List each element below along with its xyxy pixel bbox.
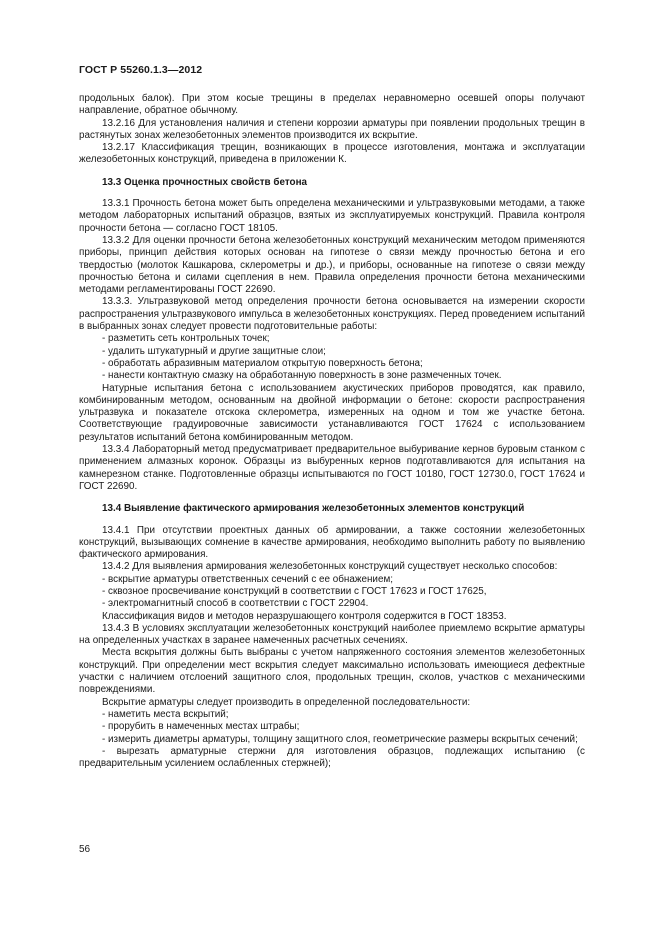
paragraph: - сквозное просвечивание конструкций в соответствии с ГОСТ 17623 и ГОСТ 17625, [102,585,487,597]
paragraph: - вскрытие арматуры ответственных сечений с ее обнажением; [102,573,393,585]
paragraph: - измерить диаметры арматуры, толщину защитного слоя, геометрические размеры вскрытых сечений; [102,733,578,745]
paragraph: 13.4.1 При отсутствии проектных данных об армировании, а также состоянии железобетонных конструкций, вызывающих сомнение в качестве армирования, необходимо выполнить работу по выявлению фактического армирования. [79,524,585,561]
paragraph: 13.2.17 Классификация трещин, возникающих в процессе изготовления, монтажа и эксплуатации железобетонных конструкций, приведена в приложении К. [79,142,585,166]
section-heading: 13.4 Выявление фактического армирования железобетонных элементов конструкций [102,503,525,515]
paragraph: - вырезать арматурные стержни для изготовления образцов, подлежащих испытанию (с предварительным усилением ослабленных стержней); [79,745,585,770]
paragraph: 13.2.16 Для установления наличия и степени коррозии арматуры при появлении продольных трещин в растянутых зонах железобетонных элементов производится их вскрытие. [79,117,585,141]
paragraph: - нанести контактную смазку на обработанную поверхность в зоне размеченных точек. [102,370,502,382]
paragraph: Классификация видов и методов неразрушающего контроля содержится в ГОСТ 18353. [102,610,507,622]
document-body [79,93,585,770]
paragraph: 13.3.3. Ультразвуковой метод определения прочности бетона основывается на измерении скорости распространения ультразвукового импульса в железобетонных конструкциях. Перед проведением испытаний в выбранных зонах следует провести подготовительные работы: [79,296,585,333]
paragraph: 13.4.2 Для выявления армирования железобетонных конструкций существует несколько способов: [102,561,558,573]
paragraph: 13.3.4 Лабораторный метод предусматривает предварительное выбуривание кернов буровым станком с применением алмазных коронок. Образцы из выбуренных кернов подготавливаются для испытания на камнерезном станке. Подготовленные образцы испытываются по ГОСТ 10180, ГОСТ 12730.0, ГОСТ 17624 и ГОСТ 22690. [79,444,585,492]
paragraph: - удалить штукатурный и другие защитные слои; [102,345,326,357]
paragraph: Натурные испытания бетона с использованием акустических приборов проводятся, как правило, комбинированным методом, основанным на двойной информации о бетоне: скорости распространения ультразвука и показателе отскока склерометра, измеренных на одном и том же участке бетона. Соответствующие градуировочные зависимости устанавливаются ГОСТ 17624 с использованием результатов испытаний бетона комбинированным методом. [79,382,585,443]
paragraph: 13.4.3 В условиях эксплуатации железобетонных конструкций наиболее приемлемо вскрытие арматуры на определенных участках в заранее намеченных расчетных сечениях. [79,622,585,647]
paragraph: - обработать абразивным материалом открытую поверхность бетона; [102,357,423,369]
paragraph: 13.3.1 Прочность бетона может быть определена механическими и ультразвуковыми методами, а также методом лабораторных испытаний образцов, взятых из эксплуатируемых конструкций. Правила контроля прочности бетона — согласно ГОСТ 18105. [79,198,585,234]
paragraph: - прорубить в намеченных местах штрабы; [102,721,300,733]
paragraph: 13.3.2 Для оценки прочности бетона железобетонных конструкций механическим методом применяются приборы, принцип действия которых основан на гипотезе о связи между прочностью бетона и его твердостью (молоток Кашкарова, склерометры и др.), и приборы, основанные на гипотезе о связи между прочностью бетона и силами сцепления в нем. Правила определения прочности бетона механическими методами регламентированы ГОСТ 22690. [79,234,585,296]
paragraph: - наметить места вскрытий; [102,708,229,720]
section-heading: 13.3 Оценка прочностных свойств бетона [102,176,308,188]
page-number: 56 [79,844,91,855]
paragraph: Вскрытие арматуры следует производить в определенной последовательности: [102,696,471,708]
document-code-header: ГОСТ Р 55260.1.3—2012 [79,64,203,76]
paragraph: продольных балок). При этом косые трещины в пределах неравномерно осевшей опоры получают направление, обратное обычному. [79,93,585,117]
paragraph: - разметить сеть контрольных точек; [102,333,270,345]
paragraph: Места вскрытия должны быть выбраны с учетом напряженного состояния элементов железобетонных конструкций. При определении мест вскрытия следует максимально использовать имеющиеся дефектные участки с наличием отслоений защитного слоя, продольных трещин, сколов, участков с механическими повреждениями. [79,647,585,696]
paragraph: - электромагнитный способ в соответствии с ГОСТ 22904. [102,598,369,610]
